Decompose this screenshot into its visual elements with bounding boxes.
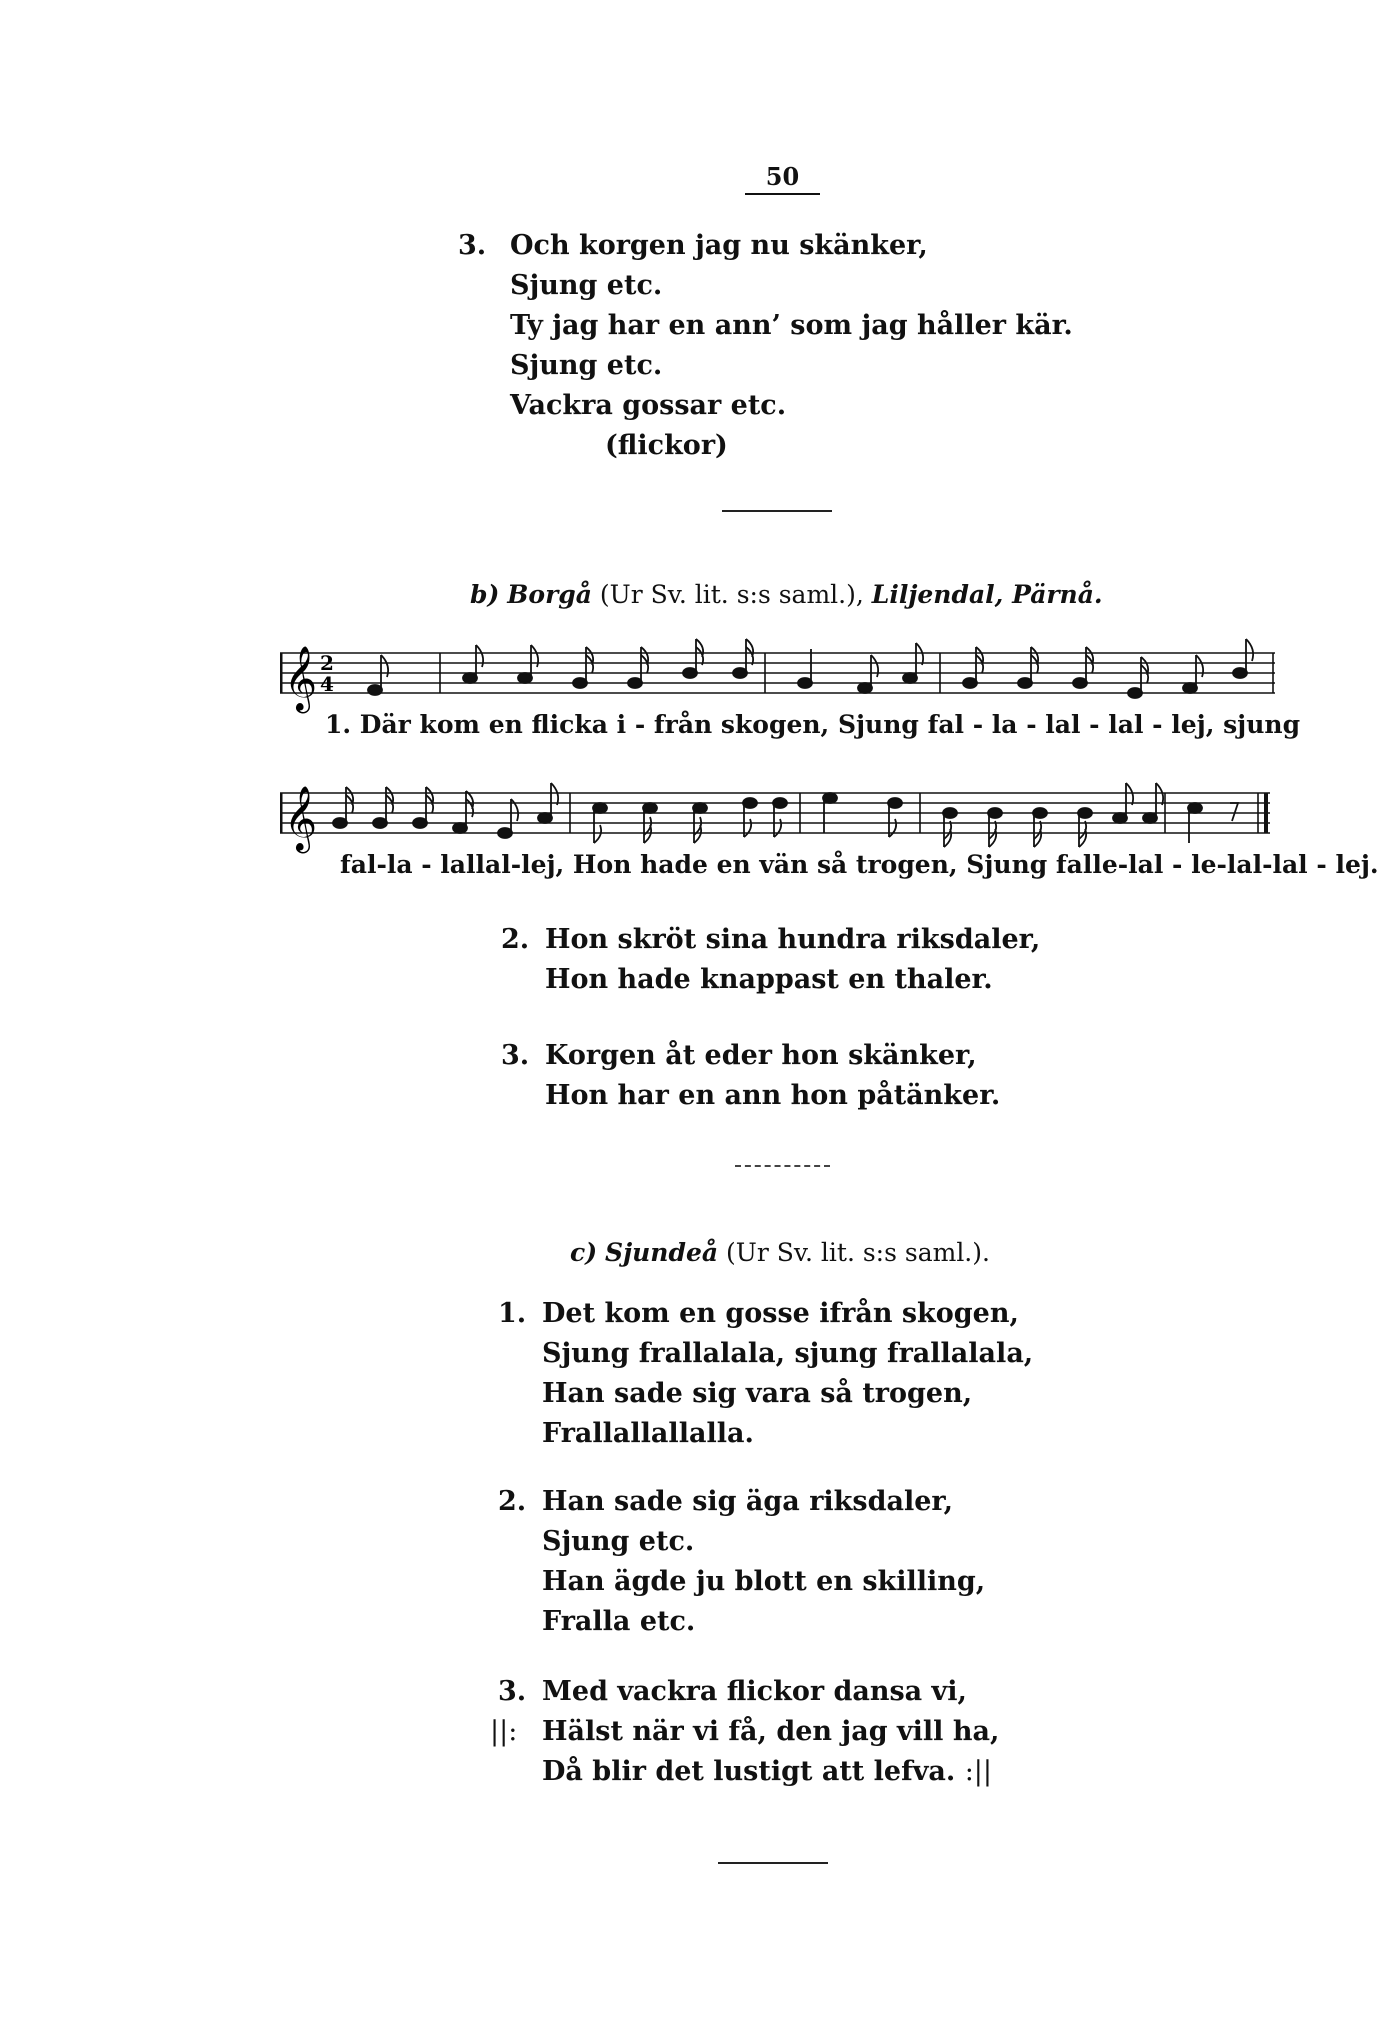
verse-c3 <box>490 1672 1000 1792</box>
verse-number: 3. <box>498 1676 527 1707</box>
verse-number: 2. <box>498 1486 527 1517</box>
verse-a3 <box>458 226 1073 466</box>
verse-number: 3. <box>458 230 487 261</box>
place-name: Borgå <box>507 580 592 609</box>
page-number: 50 <box>745 162 820 195</box>
lyrics-line-2: fal-la - lallal-lej, Hon hade en vän så trogen, Sjung falle-lal - le-lal-lal - lej. <box>340 850 1379 879</box>
verse-line: Hon hade knappast en thaler. <box>545 964 993 995</box>
verse-number: 1. <box>498 1298 527 1329</box>
verse-line: (flickor) <box>605 430 728 461</box>
time-signature-top: 2 <box>320 651 334 675</box>
verse-line: Han sade sig äga riksdaler, <box>542 1486 954 1517</box>
section-separator <box>722 510 832 512</box>
verse-line: Då blir det lustigt att lefva. <box>542 1756 956 1787</box>
verse-line: Ty jag har en ann’ som jag håller kär. <box>510 310 1073 341</box>
verse-number: 3. <box>501 1040 530 1071</box>
verse-c1 <box>498 1294 1034 1454</box>
verse-line: Vackra gossar etc. <box>510 390 787 421</box>
verse-line: Och korgen jag nu skänker, <box>510 230 928 261</box>
verse-line: Sjung etc. <box>542 1526 695 1557</box>
verse-line: Med vackra flickor dansa vi, <box>542 1676 967 1707</box>
verse-b2 <box>501 920 1041 1000</box>
source-citation: (Ur Sv. lit. s:s saml.). <box>726 1238 990 1267</box>
verse-line: Hälst när vi få, den jag vill ha, <box>542 1716 1000 1747</box>
section-c-heading <box>570 1238 990 1267</box>
verse-number: 2. <box>501 924 530 955</box>
verse-line: Det kom en gosse ifrån skogen, <box>542 1298 1019 1329</box>
verse-line: Frallallallalla. <box>542 1418 754 1449</box>
source-citation: (Ur Sv. lit. s:s saml.), <box>599 580 864 609</box>
repeat-start-sign: ||: <box>490 1716 518 1747</box>
treble-clef-icon: 𝄞 <box>284 786 318 851</box>
section-label: c) <box>570 1238 598 1267</box>
rest-icon <box>1230 803 1238 821</box>
verse-line: Sjung etc. <box>510 350 663 381</box>
verse-b3 <box>501 1036 1001 1116</box>
verse-line: Hon har en ann hon påtänker. <box>545 1080 1001 1111</box>
section-label: b) <box>470 580 500 609</box>
lyrics-line-1: 1. Där kom en flicka i - från skogen, Sjung fal - la - lal - lal - lej, sjung <box>325 710 1301 739</box>
repeat-end-sign: :|| <box>964 1756 992 1787</box>
verse-line: Han sade sig vara så trogen, <box>542 1378 973 1409</box>
section-separator <box>735 1165 830 1167</box>
verse-line: Sjung etc. <box>510 270 663 301</box>
verse-line: Korgen åt eder hon skänker, <box>545 1040 977 1071</box>
treble-clef-icon: 𝄞 <box>284 646 318 711</box>
place-names: Liljendal, Pärnå. <box>871 580 1103 609</box>
verse-c2 <box>498 1482 986 1642</box>
notes-staff-1 <box>368 639 1253 698</box>
time-signature-bottom: 4 <box>320 672 334 696</box>
place-name: Sjundeå <box>605 1238 719 1267</box>
verse-line: Han ägde ju blott en skilling, <box>542 1566 986 1597</box>
verse-line: Hon skröt sina hundra riksdaler, <box>545 924 1041 955</box>
section-b-heading <box>470 580 1103 609</box>
verse-line: Sjung frallalala, sjung frallalala, <box>542 1338 1034 1369</box>
verse-line: Fralla etc. <box>542 1606 696 1637</box>
section-separator <box>718 1862 828 1864</box>
